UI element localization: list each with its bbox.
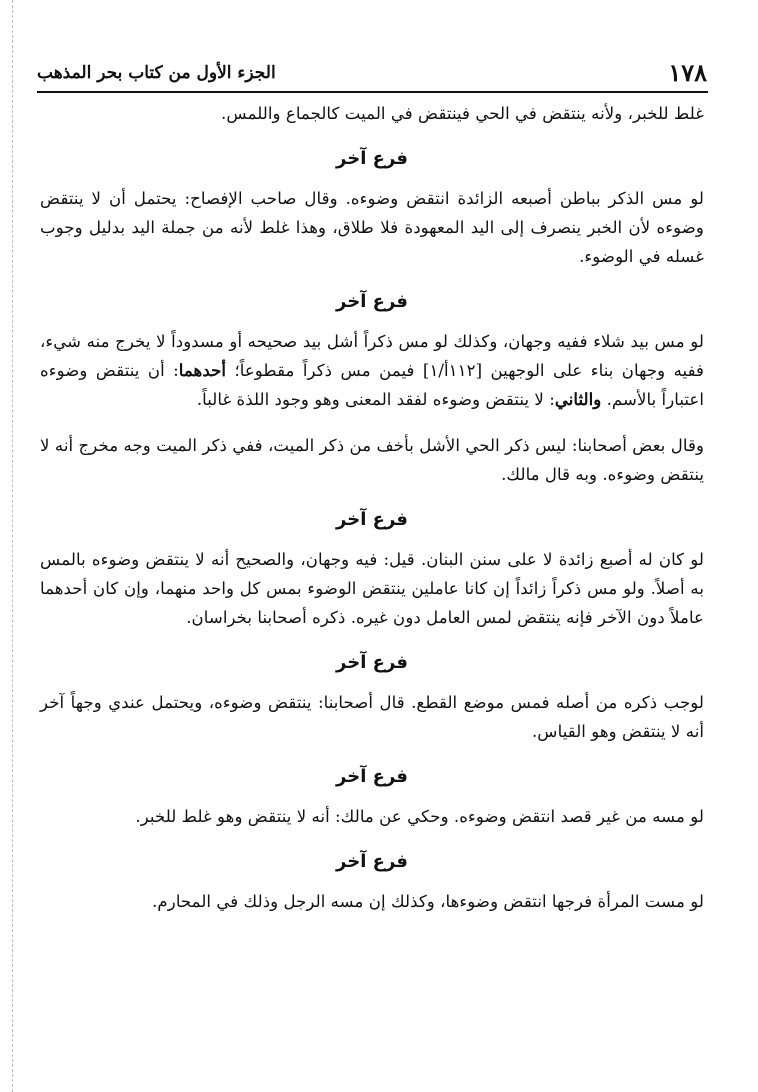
section-paragraph-5: لو مسه من غير قصد انتقض وضوءه. وحكي عن مالك: أنه لا ينتقض وهو غلط للخبر. [135,806,704,826]
page-number: ١٧٨ [668,58,707,87]
running-title: الجزء الأول من كتاب بحر المذهب [37,63,276,83]
first-opinion-text: : أن ينتقض وضوءه اعتباراً بالأسم. [40,360,704,409]
first-opinion-term: أحدهما [178,360,227,380]
second-opinion-text: : لا ينتقض وضوءه لفقد المعنى وهو وجود اللذة غالباً. [196,389,555,409]
section-heading-5: فرع آخر [336,766,408,787]
section-heading-4: فرع آخر [336,652,408,673]
section-heading-3: فرع آخر [336,509,408,530]
section-paragraph-2b: وقال بعض أصحابنا: ليس ذكر الحي الأشل بأخف من ذكر الميت، ففي ذكر الميت وجه مخرج أنه لا ينتقض وضوءه. وبه قال مالك. [40,435,704,484]
header-rule [37,91,708,93]
section-heading-1: فرع آخر [336,148,408,169]
section-heading-6: فرع آخر [336,851,408,872]
second-opinion-term: والثاني [554,389,602,409]
intro-paragraph: غلط للخبر، ولأنه ينتقض في الحي فينتقض في الميت كالجماع واللمس. [221,103,704,123]
page-header [37,58,707,92]
paragraph-gap [40,414,704,431]
section-paragraph-1: لو مس الذكر بباطن أصبعه الزائدة انتقض وضوءه. وقال صاحب الإفصاح: يحتمل أن لا ينتقض وضوءه لأن الخبر ينصرف إلى اليد المعهودة فلا طلاق، وهذا غلط لأنه من جملة اليد بدليل وجوب غسله في الوضوء. [40,188,704,266]
page-edge-guide [12,0,13,1092]
section-paragraph-2 [40,327,704,414]
section-paragraph-6: لو مست المرأة فرجها انتقض وضوءها، وكذلك إن مسه الرجل وذلك في المحارم. [152,891,704,911]
section-paragraph-3: لو كان له أصبع زائدة لا على سنن البنان. قيل: فيه وجهان، والصحيح أنه لا ينتقض وضوءه بالمس به أصلاً. ولو مس ذكراً زائداً إن كانا عاملين ينتقض الوضوء بمس كل واحد منهما، وإن كان أحدهما عاملاً دون الآخر فإنه ينتقض لمس العامل دون غيره. ذكره أصحابنا بخراسان. [40,549,704,627]
section-paragraph-4: لوجب ذكره من أصله فمس موضع القطع. قال أصحابنا: ينتقض وضوءه، ويحتمل عندي وجهاً آخر أنه لا ينتقض وهو القياس. [40,692,704,741]
section-2-opening-text: لو مس بيد شلاء ففيه وجهان، وكذلك لو مس ذكراً أشل بيد صحيحه أو مسدوداً لا يخرج منه شيء، ففيه وجهان بناء على الوجهين [١١٢أ/١] فيمن مس ذكراً مقطوعاً؛ [40,331,705,380]
page-content [40,99,704,916]
section-heading-2: فرع آخر [336,291,408,312]
